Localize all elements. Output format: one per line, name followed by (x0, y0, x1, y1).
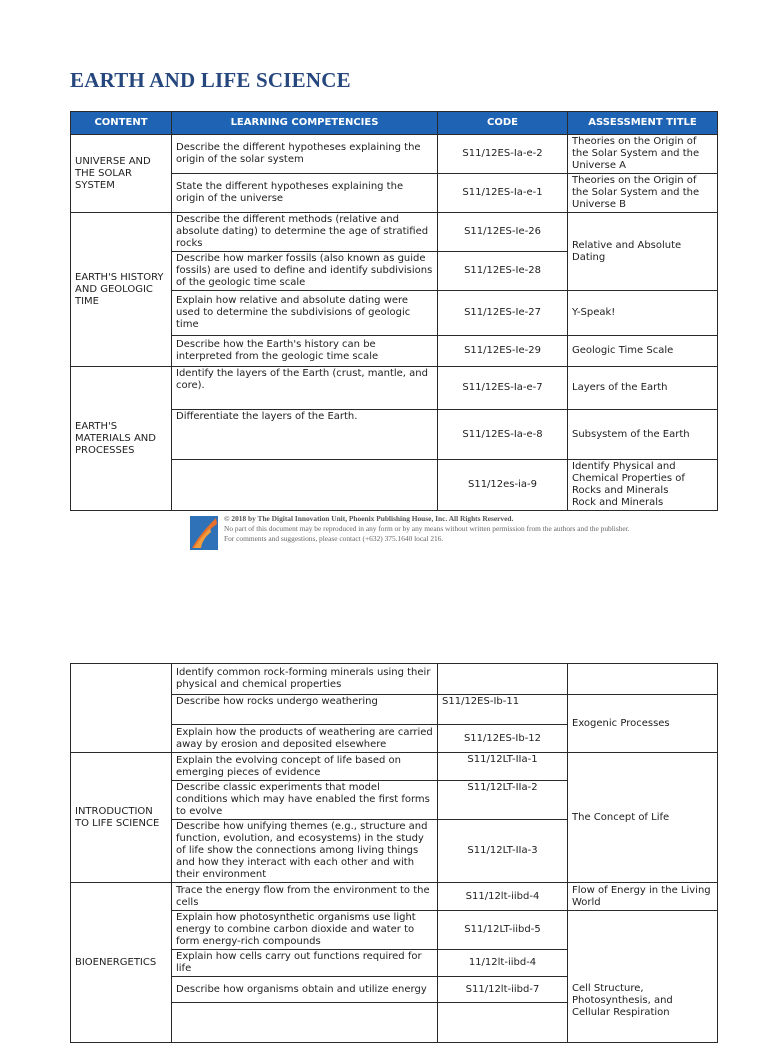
code-cell: S11/12LT-IIa-1 (438, 753, 568, 781)
competency-cell: Explain how relative and absolute dating were used to determine the subdivisions of geologic time (172, 291, 438, 336)
competency-table-1 (70, 111, 718, 511)
assessment-cell: Relative and Absolute Dating (568, 213, 718, 291)
assessment-cell (568, 664, 718, 695)
competency-cell: State the different hypotheses explaining the origin of the universe (172, 174, 438, 213)
code-cell: S11/12LT-iibd-5 (438, 911, 568, 950)
code-cell (438, 664, 568, 695)
table-row (71, 664, 718, 695)
assessment-cell: Identify Physical and Chemical Properties of Rocks and Minerals Rock and Minerals (568, 460, 718, 511)
competency-cell: Describe how rocks undergo weathering (172, 695, 438, 725)
header-learning-competencies: LEARNING COMPETENCIES (172, 112, 438, 135)
assessment-cell: Cell Structure, Photosynthesis, and Cellular Respiration (568, 911, 718, 1043)
code-cell: 11/12lt-iibd-4 (438, 950, 568, 977)
assessment-cell: Layers of the Earth (568, 367, 718, 410)
code-cell: S11/12ES-Ie-28 (438, 252, 568, 291)
content-cell: EARTH'S HISTORY AND GEOLOGIC TIME (71, 213, 172, 367)
competency-cell: Identify common rock-forming minerals using their physical and chemical properties (172, 664, 438, 695)
code-cell: S11/12ES-Ie-27 (438, 291, 568, 336)
assessment-cell: Theories on the Origin of the Solar System and the Universe A (568, 135, 718, 174)
assessment-cell: Geologic Time Scale (568, 336, 718, 367)
competency-cell (172, 460, 438, 511)
content-cell: UNIVERSE AND THE SOLAR SYSTEM (71, 135, 172, 213)
code-cell: S11/12ES-Ia-e-2 (438, 135, 568, 174)
code-cell: S11/12ES-Ie-29 (438, 336, 568, 367)
competency-cell: Describe the different methods (relative and absolute dating) to determine the age of stratified rocks (172, 213, 438, 252)
code-cell: S11/12LT-IIa-3 (438, 820, 568, 883)
code-cell: S11/12ES-Ib-12 (438, 725, 568, 753)
contact-line: For comments and suggestions, please contact (+632) 375.1640 local 216. (224, 534, 444, 543)
competency-cell: Describe how the Earth's history can be interpreted from the geologic time scale (172, 336, 438, 367)
content-cell: INTRODUCTION TO LIFE SCIENCE (71, 753, 172, 883)
competency-table-2 (70, 663, 718, 1043)
table-row (71, 213, 718, 252)
competency-cell: Trace the energy flow from the environment to the cells (172, 883, 438, 911)
code-cell (438, 1003, 568, 1043)
competency-cell: Explain how photosynthetic organisms use light energy to combine carbon dioxide and water to form energy-rich compounds (172, 911, 438, 950)
competency-cell: Explain how the products of weathering are carried away by erosion and deposited elsewhere (172, 725, 438, 753)
table-row (71, 135, 718, 174)
code-cell: S11/12ES-Ia-e-1 (438, 174, 568, 213)
code-cell: S11/12ES-Ia-e-7 (438, 367, 568, 410)
assessment-cell: Subsystem of the Earth (568, 410, 718, 460)
code-cell: S11/12ES-Ie-26 (438, 213, 568, 252)
competency-cell: Describe how organisms obtain and utilize energy (172, 977, 438, 1003)
page-title: EARTH AND LIFE SCIENCE (70, 68, 351, 92)
table-row (71, 367, 718, 410)
code-cell: S11/12lt-iibd-4 (438, 883, 568, 911)
code-cell: S11/12lt-iibd-7 (438, 977, 568, 1003)
header-assessment-title: ASSESSMENT TITLE (568, 112, 718, 135)
copyright-text (224, 514, 630, 544)
table-row (71, 753, 718, 781)
code-cell: S11/12LT-IIa-2 (438, 781, 568, 820)
content-cell: BIOENERGETICS (71, 883, 172, 1043)
competency-cell: Explain the evolving concept of life based on emerging pieces of evidence (172, 753, 438, 781)
assessment-cell: Flow of Energy in the Living World (568, 883, 718, 911)
competency-cell (172, 1003, 438, 1043)
competency-cell: Identify the layers of the Earth (crust, mantle, and core). (172, 367, 438, 410)
competency-cell: Describe how marker fossils (also known as guide fossils) are used to define and identify subdivisions of the geologic time scale (172, 252, 438, 291)
competency-cell: Describe the different hypotheses explaining the origin of the solar system (172, 135, 438, 174)
content-cell: EARTH'S MATERIALS AND PROCESSES (71, 367, 172, 511)
content-cell (71, 664, 172, 753)
assessment-cell: Theories on the Origin of the Solar System and the Universe B (568, 174, 718, 213)
header-row (71, 112, 718, 135)
competency-cell: Describe how unifying themes (e.g., structure and function, evolution, and ecosystems) in the study of life show the connections among living things and how they interact with each other and with their environment (172, 820, 438, 883)
header-code: CODE (438, 112, 568, 135)
assessment-cell: Exogenic Processes (568, 695, 718, 753)
phoenix-logo-icon (190, 516, 218, 550)
table-row (71, 883, 718, 911)
header-content: CONTENT (71, 112, 172, 135)
competency-cell: Differentiate the layers of the Earth. (172, 410, 438, 460)
permission-line: No part of this document may be reproduced in any form or by any means without written permission from the authors and the publisher. (224, 524, 630, 533)
code-cell: S11/12ES-Ib-11 (438, 695, 568, 725)
copyright-line: © 2018 by The Digital Innovation Unit, Phoenix Publishing House, Inc. All Rights Reserved. (224, 514, 514, 523)
competency-cell: Explain how cells carry out functions required for life (172, 950, 438, 977)
competency-cell: Describe classic experiments that model conditions which may have enabled the first forms to evolve (172, 781, 438, 820)
assessment-cell: The Concept of Life (568, 753, 718, 883)
code-cell: S11/12es-ia-9 (438, 460, 568, 511)
code-cell: S11/12ES-Ia-e-8 (438, 410, 568, 460)
assessment-cell: Y-Speak! (568, 291, 718, 336)
